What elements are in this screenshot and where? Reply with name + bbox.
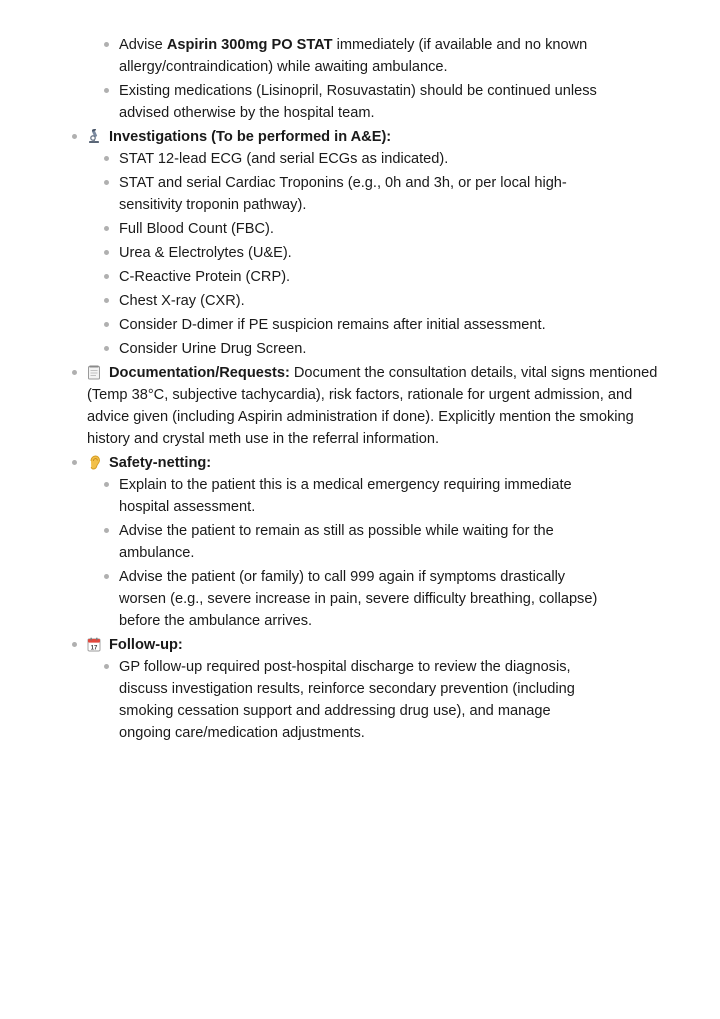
svg-text:17: 17 <box>90 645 98 652</box>
section-heading <box>87 634 660 656</box>
investigation-text: C-Reactive Protein (CRP). <box>119 269 291 285</box>
bullet <box>104 42 109 47</box>
list-item <box>87 656 660 744</box>
bullet <box>72 134 77 139</box>
investigations-sublist <box>87 148 660 360</box>
aspirin-dose: Aspirin 300mg PO STAT <box>166 37 333 53</box>
follow-up-text: GP follow-up required post-hospital discharge to review the diagnosis, discuss investigation results, reinforce secondary prevention (including smoking cessation support and addressing drug use), and manage ongoing care/medication adjustments. <box>119 659 575 741</box>
list-item <box>87 218 660 240</box>
bullet <box>104 322 109 327</box>
list-item <box>87 148 660 170</box>
list-item <box>0 80 660 124</box>
safety-netting-title: Safety-netting: <box>109 455 212 471</box>
investigation-text: Chest X-ray (CXR). <box>119 293 245 309</box>
follow-up-title: Follow-up: <box>109 637 183 653</box>
plan-list <box>0 34 720 744</box>
list-item <box>87 290 660 312</box>
medication-continuation <box>0 34 720 124</box>
aspirin-advice-prefix: Advise <box>119 37 167 53</box>
bullet <box>104 346 109 351</box>
list-item <box>0 34 660 78</box>
notepad-icon <box>87 365 101 380</box>
list-item <box>87 242 660 264</box>
list-item <box>87 266 660 288</box>
bullet <box>72 642 77 647</box>
list-item <box>87 338 660 360</box>
safety-text: Advise the patient (or family) to call 999 again if symptoms drastically worsen (e.g., severe increase in pain, severe difficulty breathing, collapse) before the ambulance arrives. <box>119 569 598 629</box>
ear-icon <box>87 455 101 470</box>
bullet <box>104 482 109 487</box>
documentation-text: Document the consultation details, vital signs mentioned (Temp 38°C, subjective tachycardia), risk factors, rationale for urgent admission, and advice given (including Aspirin administration if done). Explicitly mention the smoking history and crystal meth use in the referral information. <box>87 365 658 447</box>
documentation-section <box>0 362 720 450</box>
bullet <box>104 574 109 579</box>
bullet <box>104 664 109 669</box>
list-item <box>87 474 660 518</box>
safety-text: Advise the patient to remain as still as possible while waiting for the ambulance. <box>119 523 554 561</box>
section-heading <box>87 126 660 148</box>
list-item <box>87 314 660 336</box>
aspirin-advice-suffix: immediately (if available and no known allergy/contraindication) while awaiting ambulance. <box>119 37 588 75</box>
existing-medications-text: Existing medications (Lisinopril, Rosuvastatin) should be continued unless advised otherwise by the hospital team. <box>119 83 597 121</box>
investigation-text: Consider D-dimer if PE suspicion remains after initial assessment. <box>119 317 546 333</box>
follow-up-sublist <box>87 656 660 744</box>
investigations-title: Investigations (To be performed in A&E): <box>109 129 392 145</box>
bullet <box>104 250 109 255</box>
microscope-icon <box>87 129 101 144</box>
bullet <box>104 180 109 185</box>
documentation-title: Documentation/Requests: <box>109 365 290 381</box>
investigation-text: Consider Urine Drug Screen. <box>119 341 307 357</box>
list-item <box>87 520 660 564</box>
list-item <box>87 172 660 216</box>
investigation-text: Full Blood Count (FBC). <box>119 221 274 237</box>
bullet <box>104 88 109 93</box>
safety-netting-sublist <box>87 474 660 632</box>
bullet <box>104 528 109 533</box>
safety-text: Explain to the patient this is a medical emergency requiring immediate hospital assessment. <box>119 477 572 515</box>
bullet <box>104 156 109 161</box>
safety-netting-section <box>0 452 720 632</box>
bullet <box>104 226 109 231</box>
document-page <box>0 34 720 746</box>
bullet <box>72 460 77 465</box>
bullet <box>104 274 109 279</box>
follow-up-section <box>0 634 720 744</box>
bullet <box>104 298 109 303</box>
list-item <box>87 566 660 632</box>
medication-sublist <box>0 34 660 124</box>
investigation-text: STAT and serial Cardiac Troponins (e.g., 0h and 3h, or per local high-sensitivity troponin pathway). <box>119 175 567 213</box>
calendar-icon <box>87 637 101 652</box>
section-heading <box>87 452 660 474</box>
investigation-text: STAT 12-lead ECG (and serial ECGs as indicated). <box>119 151 449 167</box>
bullet <box>72 370 77 375</box>
investigations-section <box>0 126 720 360</box>
documentation-paragraph <box>87 362 660 450</box>
investigation-text: Urea & Electrolytes (U&E). <box>119 245 292 261</box>
